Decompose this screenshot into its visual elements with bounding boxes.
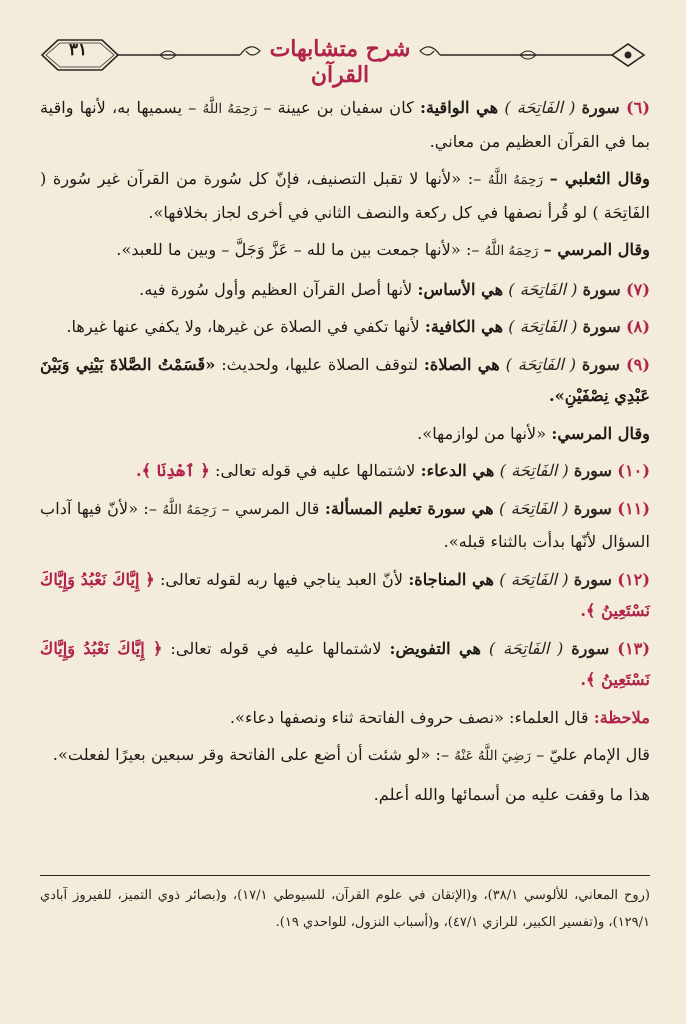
item-number: (٦) [625, 98, 650, 117]
paragraph-thaalabi [40, 163, 650, 228]
paragraph-11 [40, 493, 650, 558]
sura-word: سورة [571, 638, 610, 658]
paragraph-text: لأنّ العبد يناجي فيها ربه لقوله تعالى: [159, 569, 404, 589]
note-paragraph [40, 702, 650, 734]
page-number: ٣١ [68, 40, 88, 60]
fatiha-name: ( الفَاتِحَة ) [508, 279, 578, 299]
paragraph-text: لاشتمالها عليه في قوله تعالى: [214, 461, 416, 480]
honorific: رَحِمَهُ اللَّهُ [484, 243, 539, 259]
footnote-references: (روح المعاني، للألوسي ٣٨/١)، و(الإتقان في علوم القرآن، للسيوطي ١٧/١)، و(بصائر ذوي التميز، للفيروز آبادي ١٢٩/١)، و(تفسير الكبير، للرازي ٤٧/١)، و(أسباب النزول، للواحدي ١٩). [40, 888, 650, 930]
footnote-divider [40, 875, 650, 876]
item-number: (٨) [625, 317, 650, 336]
item-number: (١١) [617, 498, 651, 518]
quote-lead: قال الإمام عليّ – [536, 745, 650, 764]
item-number: (١٣) [617, 638, 651, 658]
item-number: (١٠) [617, 461, 650, 480]
page-header [40, 30, 648, 88]
paragraph-7 [40, 274, 650, 306]
paragraph-9 [40, 349, 650, 412]
fatiha-name: ( الفَاتِحَة ) [499, 569, 569, 589]
sura-title: هي الأساس: [417, 279, 504, 299]
sura-word: سورة [581, 98, 620, 117]
sura-title: هي الدعاء: [420, 461, 495, 480]
note-text: قال العلماء: «نصف حروف الفاتحة ثناء ونصفها دعاء». [229, 707, 589, 727]
running-title: شرح متشابهات القرآن [269, 36, 411, 88]
paragraph-8 [40, 311, 650, 343]
paragraph-12 [40, 564, 650, 627]
paragraph-text: لأنها أصل القرآن العظيم وأول سُورة فيه. [139, 279, 413, 299]
fatiha-name: ( الفَاتِحَة ) [498, 498, 569, 518]
fatiha-name: ( الفَاتِحَة ) [504, 98, 576, 117]
quote-lead: وقال الثعلبي – [549, 169, 651, 188]
item-number: (٩) [625, 354, 650, 374]
sura-title: هي التفويض: [389, 638, 482, 658]
honorific: رَحِمَهُ اللَّهُ [162, 501, 217, 518]
paragraph-10 [40, 455, 650, 487]
quote-lead: وقال المرسي: [551, 423, 650, 443]
paragraph-mursi-2 [40, 418, 650, 450]
sura-title: هي الصلاة: [423, 354, 500, 374]
quote-text: –: «لو شئت أن أضع على الفاتحة وقر سبعين بعيرًا لفعلت». [52, 745, 450, 764]
item-number: (١٢) [617, 569, 650, 589]
quran-ayah: ﴿ ٱهْدِنَا ﴾. [136, 461, 210, 480]
sura-word: سورة [581, 354, 621, 374]
paragraph-text: لأنها تكفي في الصلاة عن غيرها، ولا يكفي عنها غيرها. [66, 317, 420, 336]
paragraph-text: لتوقف الصلاة عليها، ولحديث: [221, 354, 419, 374]
paragraph-text: –: «لأنها لا تقبل التصنيف، فإنّ كل سُورة من القرآن غير سُورة ( الفَاتِحَة ) لو قُرأ نصفها في كل ركعة والنصف الثاني في أخرى لجاز بخلافها». [40, 169, 650, 222]
sura-title: هي الواقية: [419, 98, 499, 117]
quote-lead: وقال المرسي – [543, 240, 650, 259]
ali-quote [40, 739, 650, 773]
note-label: ملاحظة: [593, 707, 650, 727]
quran-ayah: ﴿ إِيَّاكَ نَعْبُدُ وَإِيَّاكَ نَسْتَعِينُ ﴾. [40, 638, 650, 689]
paragraph-6 [40, 92, 650, 157]
honorific: رَضِيَ اللَّهُ عَنْهُ [454, 748, 532, 764]
paragraph-13 [40, 633, 650, 696]
main-text [40, 92, 650, 816]
paragraph-text: –: «لأنها جمعت بين ما لله – عَزَّ وَجَلَّ – وبين ما للعبد». [116, 240, 480, 259]
fatiha-name: ( الفَاتِحَة ) [488, 638, 564, 658]
paragraph-text: لاشتمالها عليه في قوله تعالى: [170, 638, 382, 658]
paragraph-text: «لأنها من لوازمها». [417, 423, 547, 443]
item-number: (٧) [625, 279, 650, 299]
hadith-quote: «قَسَمْتُ الصَّلاةَ بَيْنِي وَبَيْنَ عَبْدِي نِصْفَيْنِ». [40, 354, 650, 405]
fatiha-name: ( الفَاتِحَة ) [505, 354, 577, 374]
sura-title: هي الكافية: [424, 317, 504, 336]
fatiha-name: ( الفَاتِحَة ) [499, 461, 569, 480]
quran-ayah: ﴿ إِيَّاكَ نَعْبُدُ وَإِيَّاكَ نَسْتَعِينُ ﴾. [40, 569, 650, 620]
sura-word: سورة [582, 317, 621, 336]
sura-title: هي المناجاة: [408, 569, 495, 589]
paragraph-text: قال المرسي – [221, 498, 320, 518]
honorific: رَحِمَهُ اللَّهُ [487, 172, 544, 188]
fatiha-name: ( الفَاتِحَة ) [508, 317, 578, 336]
paragraph-text: كان سفيان بن عيينة – [263, 98, 414, 117]
sura-word: سورة [573, 498, 612, 518]
sura-word: سورة [582, 279, 621, 299]
paragraph-text-cont: –: «لأنّ فيها آداب السؤال لأنّها بدأت بالثناء قبله». [40, 498, 650, 551]
honorific: رَحِمَهُ اللَّهُ [202, 101, 258, 117]
sura-word: سورة [573, 569, 613, 589]
paragraph-text-cont: – يسميها به، لأنها واقية بما في القرآن العظيم من معاني. [40, 98, 650, 151]
sura-title: هي سورة تعليم المسألة: [324, 498, 494, 518]
closing-line: هذا ما وقفت عليه من أسمائها والله أعلم. [373, 784, 650, 804]
paragraph-mursi-1 [40, 234, 650, 268]
sura-word: سورة [573, 461, 613, 480]
